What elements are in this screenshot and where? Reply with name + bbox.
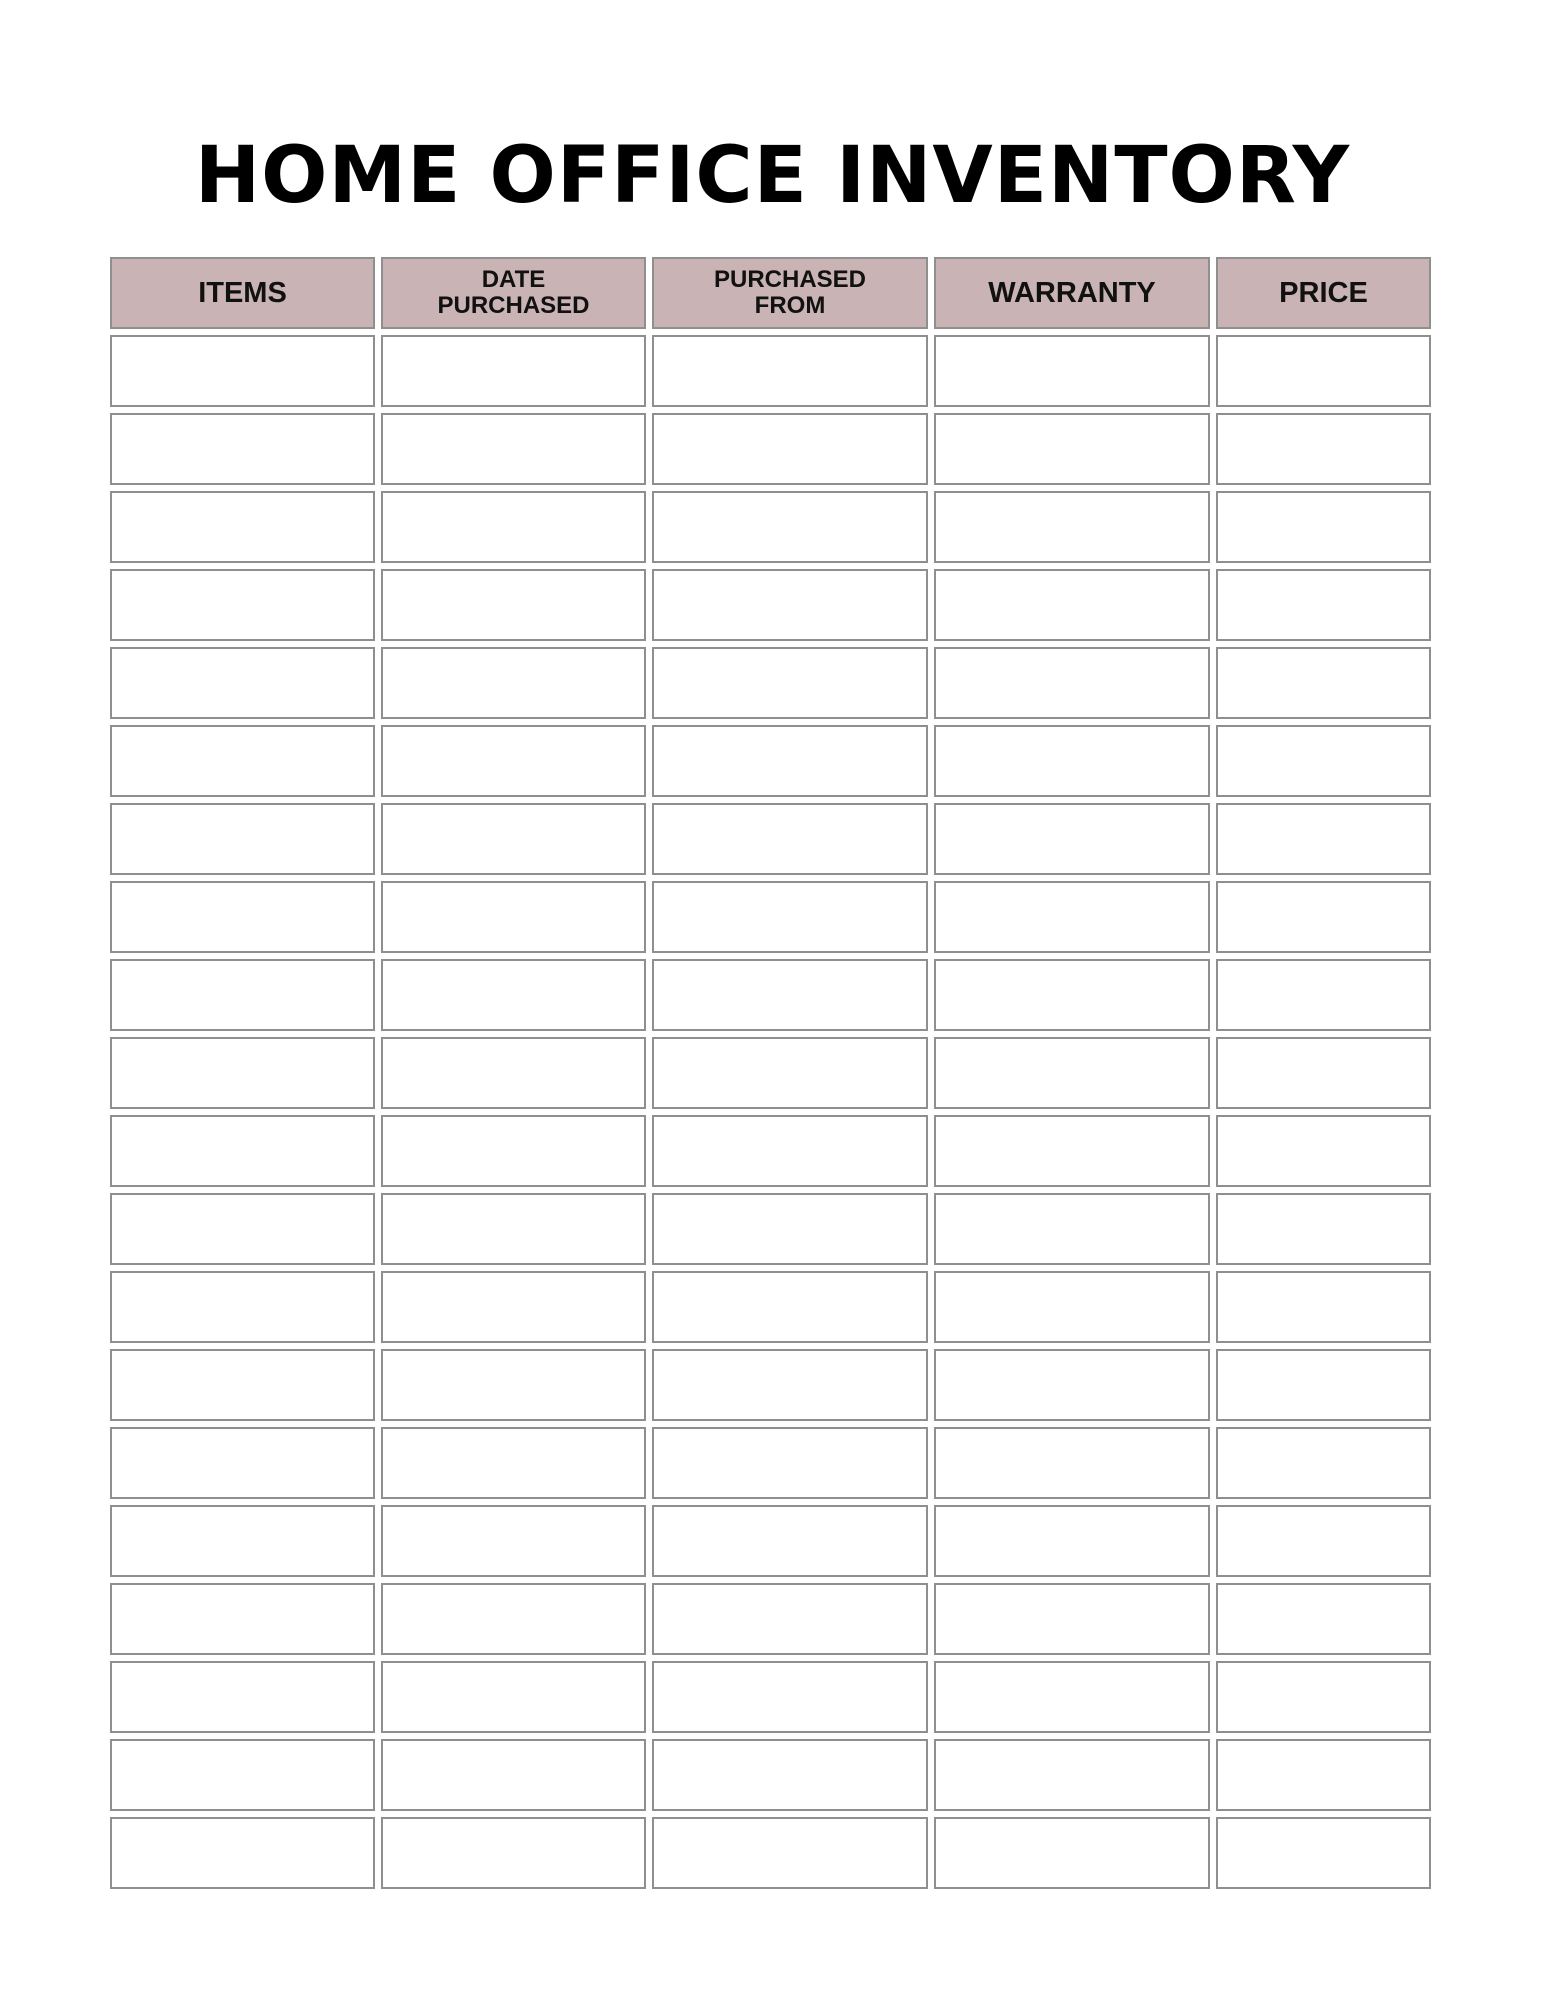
table-cell-price[interactable] [1216, 1427, 1431, 1499]
table-cell-date-purchased[interactable] [381, 335, 646, 407]
table-cell-warranty[interactable] [934, 1505, 1210, 1577]
table-cell-date-purchased[interactable] [381, 1115, 646, 1187]
table-cell-items[interactable] [110, 959, 375, 1031]
table-cell-warranty[interactable] [934, 725, 1210, 797]
column-header-label: ITEMS [198, 277, 287, 309]
table-cell-price[interactable] [1216, 803, 1431, 875]
table-cell-price[interactable] [1216, 1505, 1431, 1577]
table-cell-warranty[interactable] [934, 881, 1210, 953]
table-cell-date-purchased[interactable] [381, 569, 646, 641]
table-cell-items[interactable] [110, 1115, 375, 1187]
table-cell-purchased-from[interactable] [652, 1193, 928, 1265]
table-cell-purchased-from[interactable] [652, 1427, 928, 1499]
table-cell-warranty[interactable] [934, 335, 1210, 407]
table-cell-date-purchased[interactable] [381, 959, 646, 1031]
table-cell-warranty[interactable] [934, 1817, 1210, 1889]
table-cell-warranty[interactable] [934, 647, 1210, 719]
table-cell-date-purchased[interactable] [381, 881, 646, 953]
table-cell-items[interactable] [110, 803, 375, 875]
table-cell-warranty[interactable] [934, 1427, 1210, 1499]
table-cell-price[interactable] [1216, 959, 1431, 1031]
column-header-label: PRICE [1279, 277, 1368, 309]
table-cell-date-purchased[interactable] [381, 725, 646, 797]
table-cell-price[interactable] [1216, 569, 1431, 641]
table-cell-purchased-from[interactable] [652, 335, 928, 407]
table-cell-items[interactable] [110, 881, 375, 953]
column-header-warranty [934, 257, 1210, 329]
table-cell-purchased-from[interactable] [652, 959, 928, 1031]
table-cell-items[interactable] [110, 1505, 375, 1577]
table-cell-items[interactable] [110, 335, 375, 407]
table-cell-date-purchased[interactable] [381, 1505, 646, 1577]
table-cell-purchased-from[interactable] [652, 803, 928, 875]
table-cell-warranty[interactable] [934, 1661, 1210, 1733]
table-cell-items[interactable] [110, 1037, 375, 1109]
table-cell-date-purchased[interactable] [381, 803, 646, 875]
table-cell-items[interactable] [110, 1349, 375, 1421]
table-cell-items[interactable] [110, 1427, 375, 1499]
column-header-purchased-from [652, 257, 928, 329]
table-cell-purchased-from[interactable] [652, 1505, 928, 1577]
table-cell-price[interactable] [1216, 1115, 1431, 1187]
column-header-label-line-1: DATE [481, 266, 546, 293]
table-cell-warranty[interactable] [934, 1739, 1210, 1811]
column-header-label-line-2: FROM [754, 292, 826, 319]
inventory-table [110, 257, 1431, 1889]
table-cell-date-purchased[interactable] [381, 413, 646, 485]
table-cell-date-purchased[interactable] [381, 1583, 646, 1655]
column-header-date-purchased [381, 257, 646, 329]
table-cell-warranty[interactable] [934, 1583, 1210, 1655]
table-cell-items[interactable] [110, 1817, 375, 1889]
table-cell-purchased-from[interactable] [652, 881, 928, 953]
table-cell-items[interactable] [110, 725, 375, 797]
table-cell-purchased-from[interactable] [652, 725, 928, 797]
table-cell-purchased-from[interactable] [652, 413, 928, 485]
page-title: HOME OFFICE INVENTORY [194, 131, 1351, 221]
table-cell-purchased-from[interactable] [652, 1817, 928, 1889]
table-cell-purchased-from[interactable] [652, 1037, 928, 1109]
table-cell-price[interactable] [1216, 725, 1431, 797]
table-cell-warranty[interactable] [934, 803, 1210, 875]
table-cell-purchased-from[interactable] [652, 647, 928, 719]
table-cell-warranty[interactable] [934, 569, 1210, 641]
table-cell-items[interactable] [110, 1271, 375, 1343]
table-cell-price[interactable] [1216, 1271, 1431, 1343]
table-cell-date-purchased[interactable] [381, 491, 646, 563]
table-cell-warranty[interactable] [934, 1115, 1210, 1187]
table-cell-warranty[interactable] [934, 1037, 1210, 1109]
table-cell-price[interactable] [1216, 335, 1431, 407]
column-header-label-line-2: PURCHASED [437, 292, 590, 319]
table-cell-items[interactable] [110, 1583, 375, 1655]
table-cell-date-purchased[interactable] [381, 1817, 646, 1889]
table-cell-warranty[interactable] [934, 491, 1210, 563]
table-cell-price[interactable] [1216, 1739, 1431, 1811]
table-cell-items[interactable] [110, 1661, 375, 1733]
table-cell-price[interactable] [1216, 647, 1431, 719]
table-cell-warranty[interactable] [934, 959, 1210, 1031]
table-cell-purchased-from[interactable] [652, 1739, 928, 1811]
table-cell-price[interactable] [1216, 1349, 1431, 1421]
table-cell-purchased-from[interactable] [652, 1349, 928, 1421]
column-header-label-line-1: PURCHASED [713, 266, 866, 293]
column-header-label: WARRANTY [988, 277, 1156, 309]
table-cell-price[interactable] [1216, 1661, 1431, 1733]
table-cell-date-purchased[interactable] [381, 1271, 646, 1343]
table-cell-items[interactable] [110, 1193, 375, 1265]
table-cell-warranty[interactable] [934, 1349, 1210, 1421]
table-cell-date-purchased[interactable] [381, 1349, 646, 1421]
table-cell-purchased-from[interactable] [652, 1661, 928, 1733]
table-cell-date-purchased[interactable] [381, 1739, 646, 1811]
table-cell-price[interactable] [1216, 413, 1431, 485]
table-cell-items[interactable] [110, 413, 375, 485]
table-cell-purchased-from[interactable] [652, 1115, 928, 1187]
table-cell-purchased-from[interactable] [652, 1271, 928, 1343]
table-cell-items[interactable] [110, 1739, 375, 1811]
table-cell-price[interactable] [1216, 1037, 1431, 1109]
table-cell-date-purchased[interactable] [381, 1661, 646, 1733]
table-cell-warranty[interactable] [934, 1193, 1210, 1265]
table-cell-purchased-from[interactable] [652, 569, 928, 641]
table-cell-date-purchased[interactable] [381, 1193, 646, 1265]
table-cell-price[interactable] [1216, 491, 1431, 563]
table-cell-date-purchased[interactable] [381, 647, 646, 719]
column-header-price [1216, 257, 1431, 329]
table-cell-warranty[interactable] [934, 1271, 1210, 1343]
table-cell-purchased-from[interactable] [652, 1583, 928, 1655]
table-cell-price[interactable] [1216, 1193, 1431, 1265]
column-header-items [110, 257, 375, 329]
table-cell-price[interactable] [1216, 881, 1431, 953]
table-cell-date-purchased[interactable] [381, 1037, 646, 1109]
table-cell-price[interactable] [1216, 1817, 1431, 1889]
table-cell-items[interactable] [110, 647, 375, 719]
table-cell-purchased-from[interactable] [652, 491, 928, 563]
table-cell-items[interactable] [110, 491, 375, 563]
table-cell-date-purchased[interactable] [381, 1427, 646, 1499]
table-cell-items[interactable] [110, 569, 375, 641]
table-cell-warranty[interactable] [934, 413, 1210, 485]
table-cell-price[interactable] [1216, 1583, 1431, 1655]
